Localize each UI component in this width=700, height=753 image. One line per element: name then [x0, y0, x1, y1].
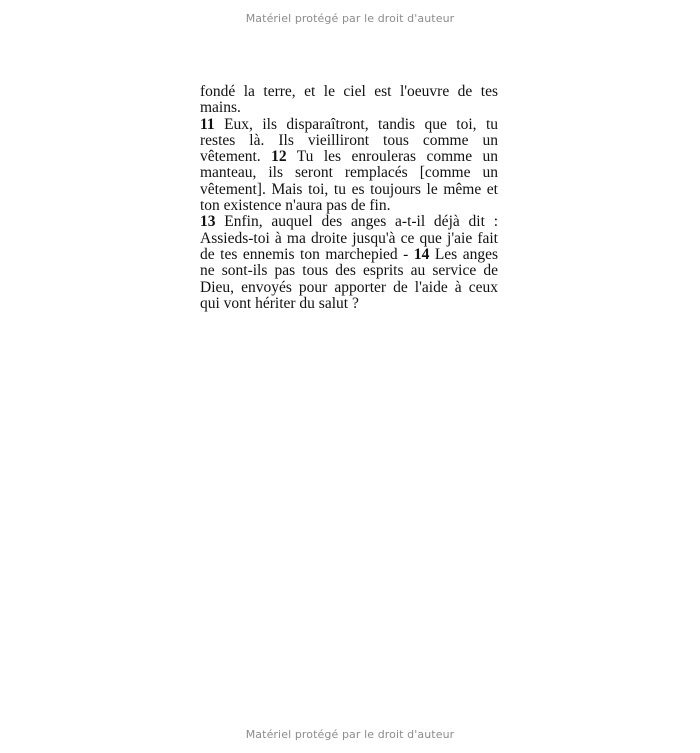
paragraph-verses-13-14 — [200, 214, 498, 312]
verse-text-12: Tu les enrouleras comme un manteau, ils seront remplacés [comme un vêtement]. Mais toi, tu es toujours le même et ton existence n'aura pas de fin. — [200, 148, 498, 215]
intro-line: fondé la terre, et le ciel est l'oeuvre de tes mains. — [200, 83, 498, 117]
page-body-text — [200, 84, 498, 312]
copyright-watermark-bottom: Matériel protégé par le droit d'auteur — [245, 728, 455, 741]
verse-number-12: 12 — [271, 148, 287, 166]
verse-text-11: Eux, ils disparaîtront, tandis que toi, tu restes là. Ils vieilliront tous comme un vêtement. — [200, 115, 498, 166]
verse-number-14: 14 — [413, 245, 430, 263]
verse-text-14: Les anges ne sont-ils pas tous des esprits au service de Dieu, envoyés pour apporter de l'aide à ceux qui vont hériter du salut ? — [200, 245, 498, 312]
paragraph-verses-10-12 — [200, 84, 498, 214]
verse-number-13: 13 — [200, 213, 216, 231]
verse-text-13: Enfin, auquel des anges a-t-il déjà dit : Assieds-toi à ma droite jusqu'à ce que j'aie fait de tes ennemis ton marchepied - — [200, 213, 498, 263]
verse-number-11: 11 — [200, 115, 215, 133]
copyright-watermark-top: Matériel protégé par le droit d'auteur — [245, 12, 455, 25]
